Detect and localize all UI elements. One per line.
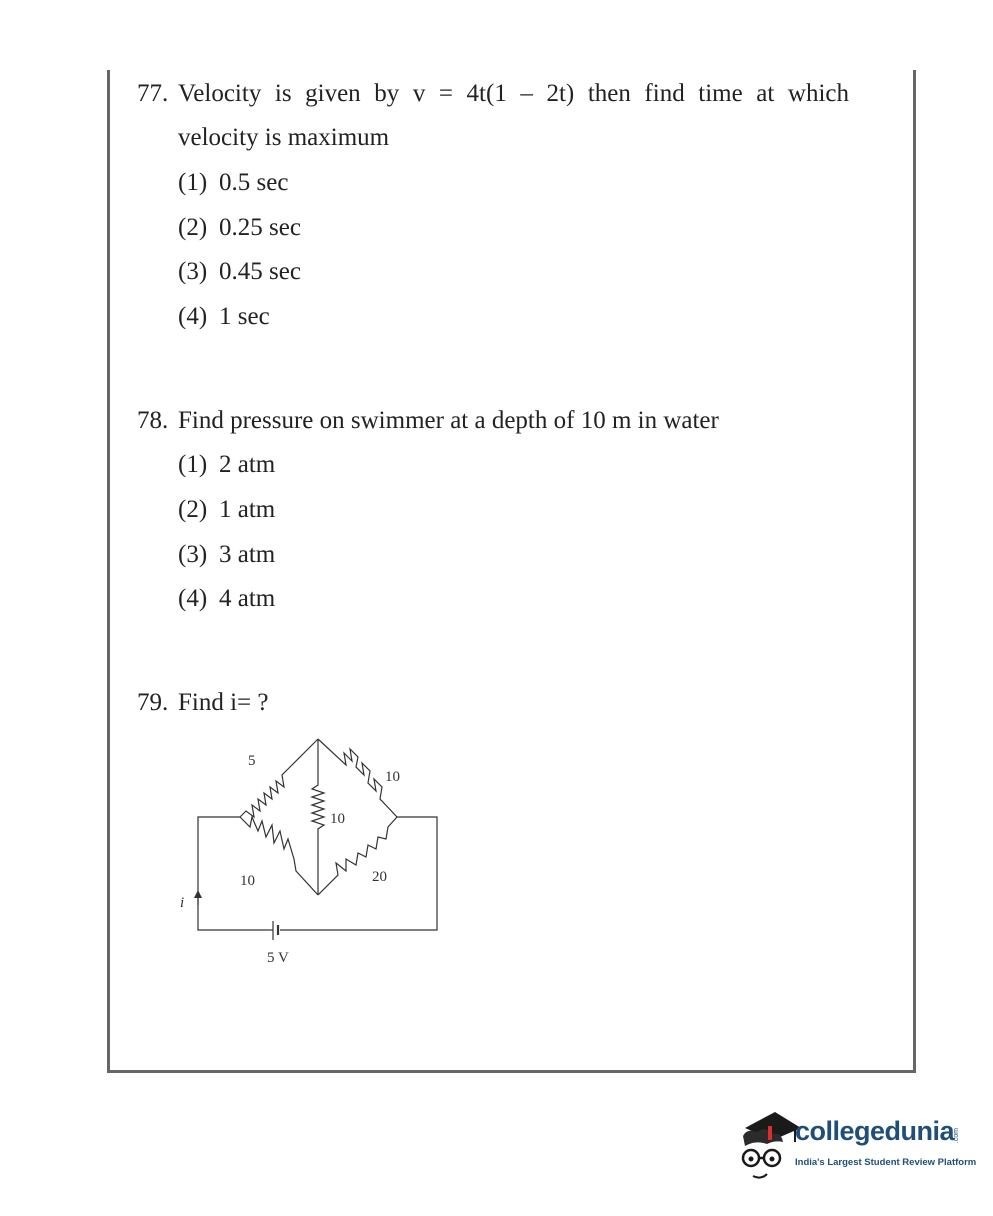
option-4: (4) 4 atm <box>178 585 276 612</box>
brand-dotcom: .com <box>953 1128 960 1144</box>
option-3: (3) 0.45 sec <box>178 258 301 285</box>
label-r-top-right: 10 <box>385 769 400 785</box>
wire-left <box>198 817 267 930</box>
wire-right <box>280 817 437 930</box>
label-current: i <box>180 895 185 911</box>
label-r-top-left: 5 <box>248 753 256 769</box>
option-2: (2) 1 atm <box>178 496 276 523</box>
brand-tagline: India's Largest Student Review Platform <box>795 1157 977 1168</box>
question-79 <box>137 688 269 718</box>
question-number: 77. <box>137 80 169 107</box>
option-1: (1) 0.5 sec <box>178 169 289 196</box>
question-78 <box>137 406 719 436</box>
question-number: 78. <box>137 407 169 434</box>
resistor-middle <box>312 739 324 895</box>
brand-name: collegedunia <box>795 1116 955 1146</box>
resistor-top-left <box>240 739 318 817</box>
label-r-middle: 10 <box>330 811 345 827</box>
circuit-diagram <box>170 725 460 975</box>
question-text: Find i= ? <box>178 689 269 716</box>
question-text: Find pressure on swimmer at a depth of 10 m in water <box>178 407 719 434</box>
option-2: (2) 0.25 sec <box>178 214 301 241</box>
label-r-bottom-left: 10 <box>240 873 255 889</box>
label-battery: 5 V <box>267 950 289 966</box>
label-r-bottom-right: 20 <box>372 869 387 885</box>
option-1: (1) 2 atm <box>178 451 276 478</box>
current-arrow-head <box>194 890 202 898</box>
option-3: (3) 3 atm <box>178 541 276 568</box>
option-4: (4) 1 sec <box>178 303 270 330</box>
question-text: Velocity is given by v = 4t(1 – 2t) then find time at which <box>178 80 849 107</box>
question-77 <box>137 79 849 109</box>
question-text-continued: velocity is maximum <box>178 124 390 151</box>
question-number: 79. <box>137 689 169 716</box>
